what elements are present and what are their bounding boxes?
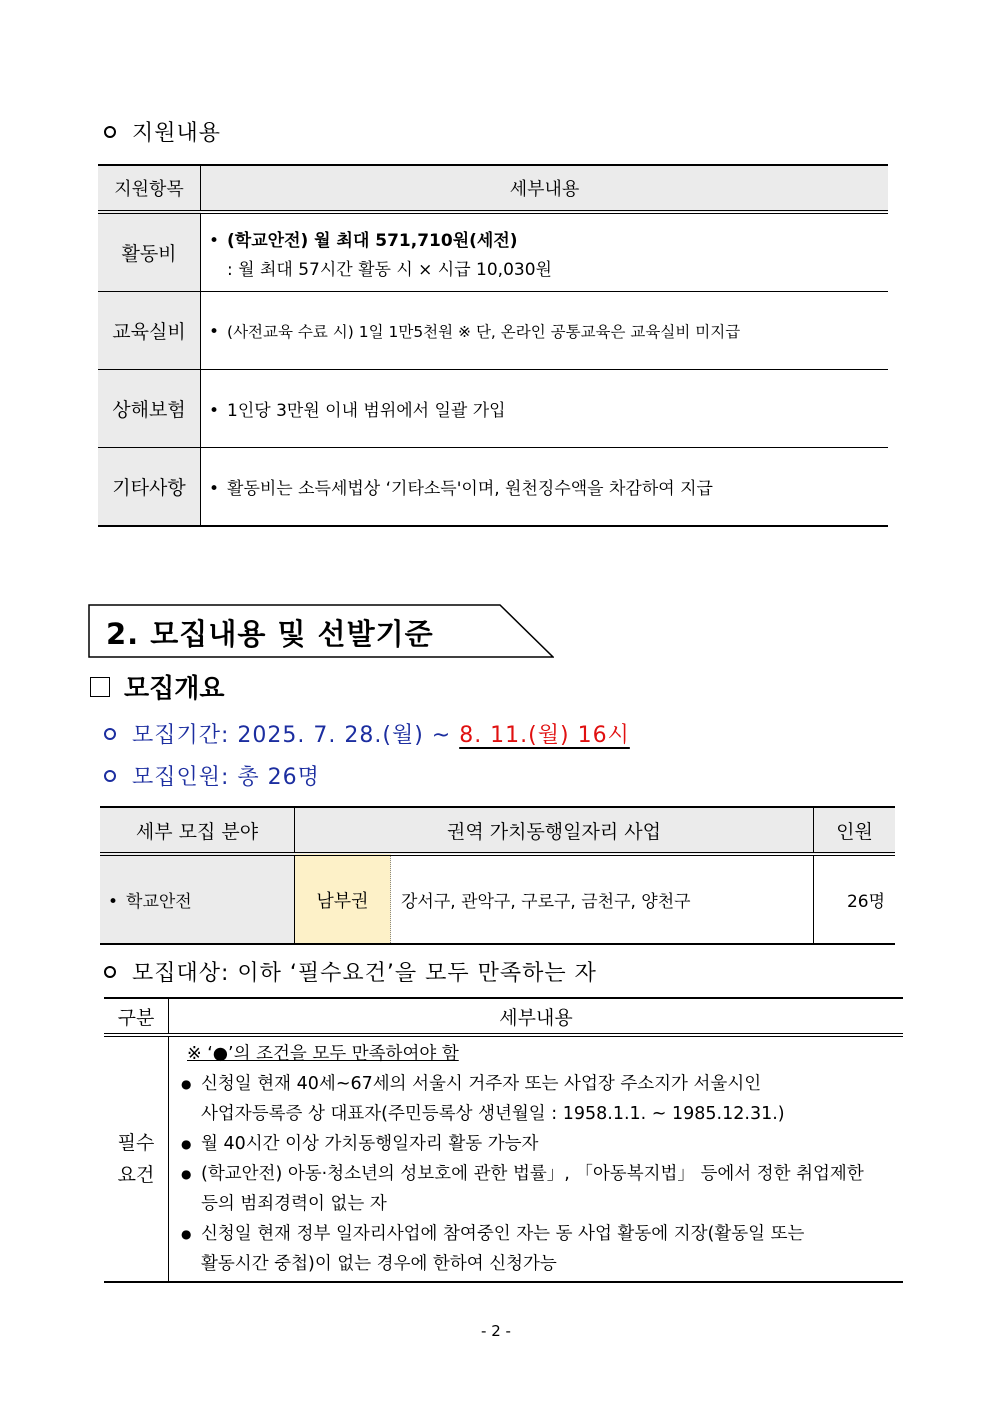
circle-bullet-icon (104, 126, 116, 138)
recruit-target-text: 모집대상: 이하 ‘필수요건’을 모두 만족하는 자 (132, 961, 597, 986)
region-cell: 남부권 (295, 854, 391, 944)
row-label: 상해보험 (98, 370, 201, 448)
recruit-target (104, 956, 597, 987)
requirement-item (179, 1129, 903, 1159)
table-header: 세부 모집 분야 (100, 807, 295, 854)
requirement-item (179, 1069, 903, 1129)
dot-bullet-icon: • (209, 230, 220, 251)
table-row (100, 854, 895, 944)
table-row (98, 292, 888, 370)
square-bullet-icon (90, 677, 110, 697)
circle-bullet-icon (104, 728, 116, 740)
recruit-table (100, 806, 895, 945)
table-row (98, 212, 888, 292)
category-cell (104, 1035, 169, 1282)
detail-line: (사전교육 수료 시) 1일 1만5천원 ※ 단, 온라인 공통교육은 교육실비 미지급 (227, 322, 741, 341)
row-detail (201, 212, 889, 292)
category-line: 필수 (117, 1132, 155, 1154)
table-row (104, 1035, 903, 1282)
dot-bullet-icon: • (209, 479, 220, 499)
districts-cell: 강서구, 관악구, 구로구, 금천구, 양천구 (391, 854, 814, 944)
row-detail (201, 448, 889, 527)
requirement-table (104, 997, 903, 1283)
requirement-line: ● 신청일 현재 정부 일자리사업에 참여중인 자는 동 사업 활동에 지장(활동일 또는 (201, 1224, 805, 1244)
requirement-item (179, 1159, 903, 1219)
table-header: 세부내용 (169, 998, 904, 1035)
table-header: 구분 (104, 998, 169, 1035)
detail-line: 1인당 3만원 이내 범위에서 일괄 가입 (227, 401, 506, 421)
table-header: 세부내용 (201, 165, 889, 212)
section-banner-title: 2. 모집내용 및 선발기준 (106, 617, 434, 651)
field-text: 학교안전 (126, 892, 192, 912)
dot-bullet-icon: • (209, 401, 220, 421)
table-header: 권역 가치동행일자리 사업 (295, 807, 814, 854)
table-header: 지원항목 (98, 165, 201, 212)
recruit-count (104, 760, 320, 791)
detail-line: (학교안전) 월 최대 571,710원(세전) (227, 230, 518, 251)
support-table (98, 164, 888, 527)
dot-bullet-icon: • (108, 892, 119, 912)
category-line: 요건 (117, 1164, 155, 1186)
requirement-line: ● 월 40시간 이상 가치동행일자리 활동 가능자 (201, 1134, 539, 1154)
table-row (98, 448, 888, 527)
row-detail (201, 292, 889, 370)
circle-bullet-icon (104, 770, 116, 782)
detail-line: 활동비는 소득세법상 ‘기타소득'이며, 원천징수액을 차감하여 지급 (227, 479, 713, 499)
table-row (98, 370, 888, 448)
requirement-line: 활동시간 중첩)이 없는 경우에 한하여 신청가능 (201, 1254, 557, 1274)
section-title-support (104, 116, 221, 147)
recruit-period (104, 718, 630, 749)
requirement-line: 등의 범죄경력이 없는 자 (201, 1194, 387, 1214)
subsection-title (90, 668, 224, 705)
row-label: 활동비 (98, 212, 201, 292)
requirement-note (179, 1039, 903, 1069)
period-deadline: 8. 11.(월) 16시 (459, 723, 630, 748)
requirement-line: ● (학교안전) 아동·청소년의 성보호에 관한 법률」, 「아동복지법」 등에서 정한 취업제한 (201, 1164, 864, 1184)
period-label: 모집기간: 2025. 7. 28.(월) ~ (132, 723, 460, 748)
dot-bullet-icon: • (209, 321, 220, 342)
detail-line: : 월 최대 57시간 활동 시 × 시급 10,030원 (227, 259, 552, 280)
row-label: 교육실비 (98, 292, 201, 370)
requirement-note-text: ※ ‘●’의 조건을 모두 만족하여야 함 (187, 1044, 459, 1064)
recruit-count-text: 모집인원: 총 26명 (132, 765, 320, 790)
section-title-text: 지원내용 (132, 121, 222, 146)
table-header: 인원 (814, 807, 896, 854)
field-cell (100, 854, 295, 944)
requirement-item (179, 1219, 903, 1279)
circle-bullet-icon (104, 966, 116, 978)
count-cell: 26명 (814, 854, 896, 944)
requirement-details (169, 1035, 904, 1282)
row-label: 기타사항 (98, 448, 201, 527)
requirement-line: 사업자등록증 상 대표자(주민등록상 생년월일 : 1958.1.1. ~ 1985.12.31.) (201, 1104, 785, 1124)
row-detail (201, 370, 889, 448)
subsection-title-text: 모집개요 (124, 674, 225, 704)
page-number: - 2 - (481, 1322, 511, 1340)
requirement-line: ● 신청일 현재 40세~67세의 서울시 거주자 또는 사업장 주소지가 서울시인 (201, 1074, 762, 1094)
